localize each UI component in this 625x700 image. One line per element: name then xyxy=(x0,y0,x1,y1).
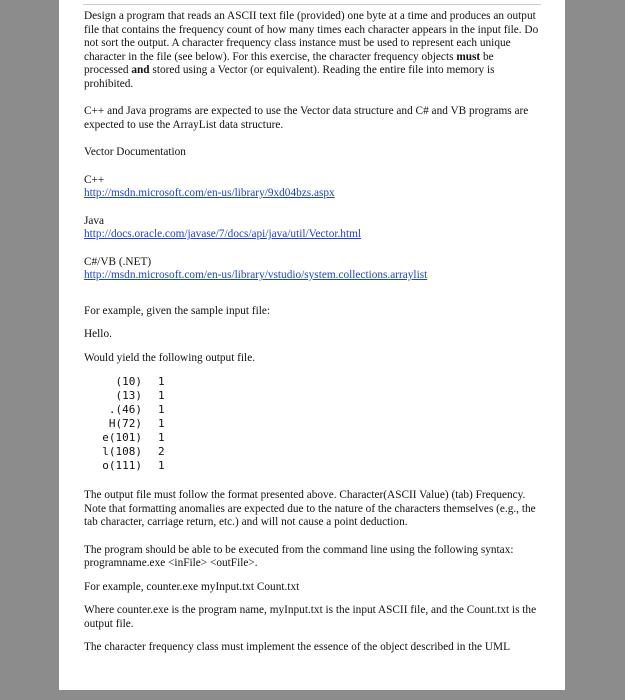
table-row: e(101) 1 xyxy=(102,431,165,444)
doc-link-dotnet[interactable]: http://msdn.microsoft.com/en-us/library/vstudio/system.collections.arraylist xyxy=(84,269,428,281)
table-row: l(108) 2 xyxy=(102,445,165,458)
command-line-paragraph: The program should be able to be executed from the command line using the following syntax: programname.exe <inFile> <outFile>. xyxy=(84,543,514,569)
command-example: For example, counter.exe myInput.txt Count.txt xyxy=(84,580,300,593)
vector-documentation-heading: Vector Documentation xyxy=(84,146,186,158)
must-emphasis: must xyxy=(456,50,481,63)
yield-text: Would yield the following output file. xyxy=(84,351,256,364)
document-content xyxy=(84,10,540,655)
table-row: (10) 1 xyxy=(115,375,165,388)
table-row: .(46) 1 xyxy=(108,403,165,416)
and-emphasis: and xyxy=(131,64,150,76)
intro-paragraph: Design a program that reads an ASCII text file (provided) one byte at a time and produces an output file that contains the frequency count of how many times each character appears in the input file. Do not sort the output. A character frequency class instance must be used to represent each unique character in the file (see below). For this exercise, the character frequency objects must be processed and stored using a Vector (or equivalent). Reading the entire file into memory is prohibited. xyxy=(84,10,539,90)
format-note: The output file must follow the format presented above. Character(ASCII Value) (tab) Frequency. Note that formatting anomalies are expected due to the nature of the characters themselves (e.g., the tab character, carriage return, etc.) and will not cause a point deduction. xyxy=(84,489,536,528)
table-row: H(72) 1 xyxy=(108,417,165,430)
uml-paragraph: The character frequency class must implement the essence of the object described in the UML xyxy=(84,641,510,653)
doc-label-cpp: C++ xyxy=(84,173,105,186)
languages-paragraph: C++ and Java programs are expected to use the Vector data structure and C# and VB programs are expected to use the ArrayList data structure. xyxy=(84,105,529,131)
example-intro: For example, given the sample input file: xyxy=(84,304,271,317)
doc-link-java[interactable]: http://docs.oracle.com/javase/7/docs/api/java/util/Vector.html xyxy=(84,228,362,240)
where-paragraph: Where counter.exe is the program name, myInput.txt is the input ASCII file, and the Count.txt is the output file. xyxy=(84,604,537,630)
output-table xyxy=(88,375,165,473)
doc-label-dotnet: C#/VB (.NET) xyxy=(84,255,152,268)
document-page xyxy=(59,0,565,690)
table-row: (13) 1 xyxy=(115,389,165,402)
table-row: o(111) 1 xyxy=(102,459,165,472)
header-rule xyxy=(83,4,541,5)
doc-label-java: Java xyxy=(84,214,105,227)
doc-link-cpp[interactable]: http://msdn.microsoft.com/en-us/library/9xd04bzs.aspx xyxy=(84,187,335,199)
sample-input: Hello. xyxy=(84,328,112,340)
